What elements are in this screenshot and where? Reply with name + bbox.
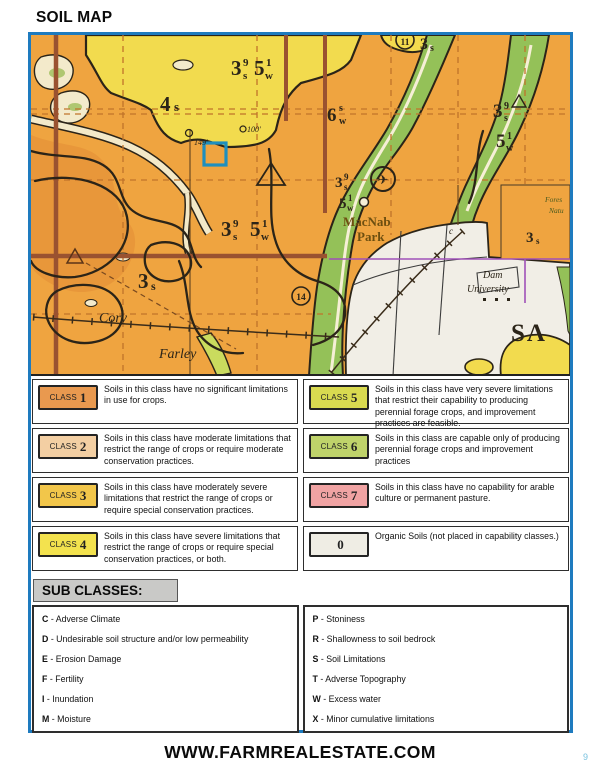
subclass-desc: - Undesirable soil structure and/or low permeability (50, 634, 249, 644)
township-code: 1 (348, 193, 353, 203)
class-1-description: Soils in this class have no significant limitations in use for crops. (104, 384, 288, 406)
class-4-description: Soils in this class have severe limitations that restrict the range of crops or require special conservation practices, or both. (104, 531, 281, 564)
township-code: s (504, 113, 508, 124)
township-code: 5 (496, 131, 506, 152)
legend-class-2 (32, 428, 298, 473)
township-code: 9 (233, 218, 239, 230)
airport-icon: ✈ (377, 173, 389, 188)
subclass-code: W (312, 694, 321, 704)
township-code: 9 (243, 57, 249, 69)
elevation-label: 100′ (247, 125, 261, 134)
legend-class-5 (303, 379, 569, 429)
subclass-desc: - Adverse Climate (50, 614, 121, 624)
highway-11-label: 11 (400, 38, 410, 48)
class-2-description: Soils in this class have moderate limitations that restrict the range of crops or require moderate conservation practices. (104, 433, 291, 466)
soil-class-legend (31, 376, 570, 574)
class-3-badge (38, 483, 98, 508)
subclass-desc: - Shallowness to soil bedrock (321, 634, 436, 644)
soil-code-3s: 3 (420, 36, 428, 53)
place-sa: SA (511, 320, 547, 347)
class-badge-number: 5 (350, 389, 358, 405)
class-badge-number: 2 (79, 438, 87, 454)
subclass-item-r (313, 634, 560, 644)
class-0-description: Organic Soils (not placed in capability classes.) (375, 531, 559, 541)
subclass-code: M (42, 714, 50, 724)
class-3-description: Soils in this class have moderately severe limitations that restrict the range of crops or require special conservation practices. (104, 482, 273, 515)
subclass-code: X (312, 714, 319, 724)
subclass-item-w (313, 694, 560, 704)
place-dam-university: University (467, 284, 509, 295)
content-frame (28, 32, 573, 733)
place-macnab-park: MacNab (343, 214, 391, 229)
township-code: 5 (339, 196, 347, 212)
subclass-code: R (312, 634, 319, 644)
township-code: 3 (221, 217, 232, 241)
soil-code-3s: 3 (138, 269, 149, 293)
class-badge-word: CLASS (49, 442, 77, 451)
soil-code-3s: s (151, 279, 156, 293)
township-code: s (344, 182, 348, 192)
township-code: w (506, 143, 514, 154)
class-7-description: Soils in this class have no capability for arable culture or permanent pasture. (375, 482, 555, 504)
subclasses-left-column (32, 605, 299, 733)
subclass-desc: - Minor cumulative limitations (320, 714, 435, 724)
subclass-desc: - Inundation (46, 694, 94, 704)
elevation-label: 149′ (194, 138, 208, 147)
soil-code-3s: s (430, 43, 434, 54)
soil-code-4s: 4 (160, 92, 171, 116)
class-badge-number: 1 (79, 389, 87, 405)
township-code: s (233, 231, 238, 243)
subclass-desc: - Soil Limitations (320, 654, 386, 664)
subclass-item-p (313, 614, 560, 624)
subclass-code: F (42, 674, 48, 684)
subclass-code: E (42, 654, 48, 664)
class-badge-number: 7 (350, 487, 358, 503)
highway-14-label: 14 (296, 293, 306, 303)
class-badge-word: CLASS (320, 491, 348, 500)
class-6-description: Soils in this class are capable only of producing perennial forage crops and improvement practices (375, 433, 560, 466)
township-code: 9 (504, 101, 509, 112)
subclass-desc: - Stoniness (320, 614, 365, 624)
township-code: 3 (493, 101, 503, 122)
class-5-description: Soils in this class have very severe limitations that restrict their capability to producing perennial forage crops, and improvement practices are feasible. (375, 384, 553, 429)
township-code: 1 (262, 218, 268, 230)
subclass-desc: - Fertility (49, 674, 84, 684)
subclasses-heading: SUB CLASSES: (33, 579, 178, 602)
place-dam-university: Dam (483, 270, 503, 281)
township-code: w (265, 70, 273, 82)
class-badge-number: 6 (350, 438, 358, 454)
class-badge-number: 0 (337, 536, 344, 552)
class-6-badge (309, 434, 369, 459)
benchmark-circle (360, 198, 369, 207)
soil-code-6sw: w (339, 116, 347, 127)
township-code: w (347, 203, 354, 213)
page-number: 9 (582, 752, 588, 762)
subclass-code: D (42, 634, 49, 644)
subclasses-right-column (303, 605, 570, 733)
township-code: 9 (344, 172, 349, 182)
subclass-code: I (42, 694, 45, 704)
class-badge-word: CLASS (49, 491, 77, 500)
class-5-badge (309, 385, 369, 410)
class-7-badge (309, 483, 369, 508)
class-badge-number: 4 (79, 536, 87, 552)
soil-map-image (31, 35, 570, 376)
class-2-badge (38, 434, 98, 459)
legend-class-3 (32, 477, 298, 522)
class-badge-word: CLASS (49, 393, 77, 402)
subclass-code: C (42, 614, 49, 624)
subclasses-section (31, 605, 570, 733)
legend-class-7 (303, 477, 569, 522)
subclass-item-x (313, 714, 560, 724)
legend-class-0 (303, 526, 569, 571)
subclass-code: T (312, 674, 318, 684)
subclass-desc: - Adverse Topography (320, 674, 406, 684)
soil-code-6sw: 6 (327, 105, 337, 126)
subclass-item-d (42, 634, 289, 644)
township-code: s (243, 70, 248, 82)
class-4-badge (38, 532, 98, 557)
soil-code-4s: s (174, 99, 180, 114)
soil-code-3s: s (536, 236, 540, 246)
subclass-code: P (312, 614, 319, 624)
legend-class-4 (32, 526, 298, 571)
subclass-desc: - Excess water (323, 694, 381, 704)
place-cory: Cory (99, 311, 127, 326)
c-annotation: c (449, 226, 453, 236)
legend-class-1 (32, 379, 298, 424)
subclass-item-i (42, 694, 289, 704)
township-code: 3 (231, 56, 242, 80)
township-code: w (261, 231, 269, 243)
class-badge-number: 3 (79, 487, 87, 503)
subclass-item-c (42, 614, 289, 624)
place-macnab-park: Park (357, 229, 385, 244)
subclass-desc: - Erosion Damage (50, 654, 122, 664)
class-badge-word: CLASS (320, 393, 348, 402)
class-1-badge (38, 385, 98, 410)
subclass-item-f (42, 674, 289, 684)
township-code: 3 (335, 175, 343, 191)
subclass-item-s (313, 654, 560, 664)
page-title: SOIL MAP (36, 9, 113, 26)
place-farley: Farley (159, 347, 197, 362)
subclass-item-t (313, 674, 560, 684)
soil-code-6sw: s (339, 103, 343, 114)
subclass-code: S (312, 654, 319, 664)
website-link[interactable]: WWW.FARMREALESTATE.COM (164, 742, 436, 762)
township-code: 5 (250, 217, 261, 241)
soil-map (31, 35, 570, 376)
soil-code-3s: 3 (526, 230, 534, 246)
township-code: 1 (507, 131, 512, 142)
subclass-item-e (42, 654, 289, 664)
class-badge-word: CLASS (320, 442, 348, 451)
subclass-item-m (42, 714, 289, 724)
township-code: 1 (266, 57, 272, 69)
place-forest: Natu (549, 206, 564, 215)
subclass-desc: - Moisture (51, 714, 91, 724)
legend-class-6 (303, 428, 569, 473)
class-badge-word: CLASS (49, 540, 77, 549)
class-0-badge (309, 532, 369, 557)
township-code: 5 (254, 56, 265, 80)
place-forest: Fores (545, 195, 563, 204)
